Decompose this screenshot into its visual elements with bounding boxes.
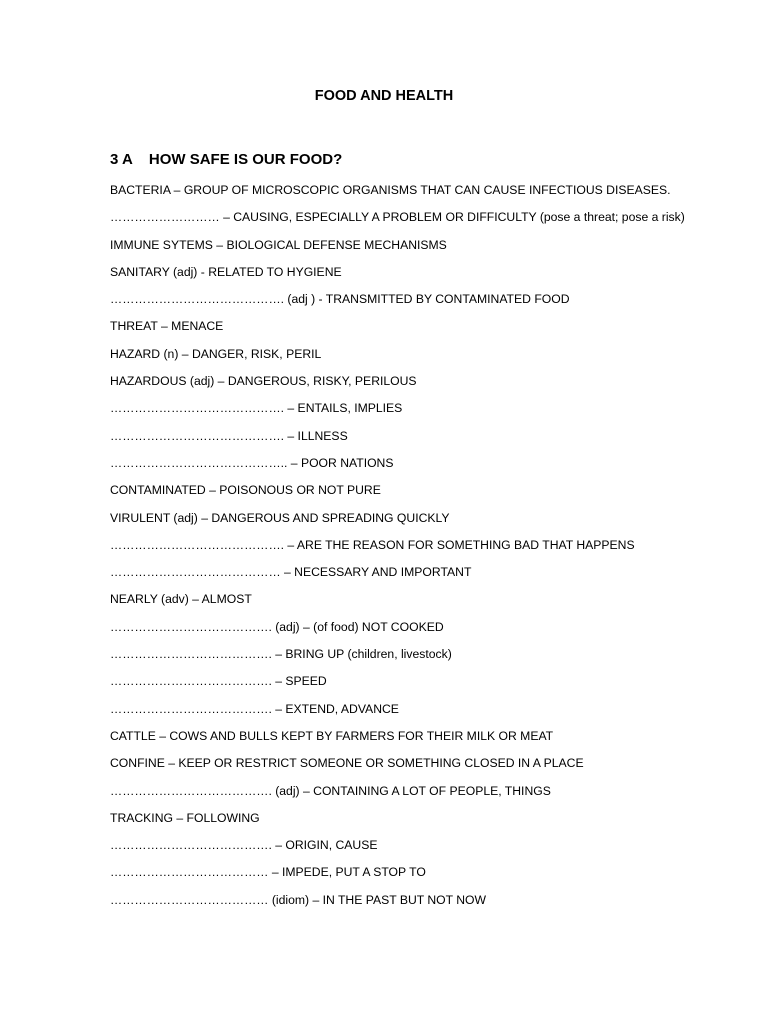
vocabulary-entry: …………………………………. – ORIGIN, CAUSE [110,838,378,853]
section-heading: 3 A HOW SAFE IS OUR FOOD? [110,151,343,168]
vocabulary-entry: CONFINE – KEEP OR RESTRICT SOMEONE OR SOMETHING CLOSED IN A PLACE [110,756,584,771]
vocabulary-entry: NEARLY (adv) – ALMOST [110,592,252,607]
vocabulary-entry: SANITARY (adj) - RELATED TO HYGIENE [110,264,342,279]
vocabulary-entry: HAZARD (n) – DANGER, RISK, PERIL [110,346,322,361]
document-title: FOOD AND HEALTH [314,88,454,104]
vocabulary-entry: ……………………………………. – ILLNESS [110,428,348,443]
vocabulary-entry: ……………………… – CAUSING, ESPECIALLY A PROBLEM OR DIFFICULTY (pose a threat; pose a risk) [110,210,685,225]
vocabulary-entry: ………………………………… (idiom) – IN THE PAST BUT NOT NOW [110,892,487,907]
vocabulary-entry: CATTLE – COWS AND BULLS KEPT BY FARMERS FOR THEIR MILK OR MEAT [110,728,554,743]
vocabulary-list [110,182,730,919]
vocabulary-entry: ……………………………………. (adj ) - TRANSMITTED BY CONTAMINATED FOOD [110,292,570,307]
vocabulary-entry: THREAT – MENACE [110,319,224,334]
vocabulary-entry: …………………………………. – SPEED [110,674,327,689]
vocabulary-entry: IMMUNE SYTEMS – BIOLOGICAL DEFENSE MECHANISMS [110,237,447,252]
vocabulary-entry: VIRULENT (adj) – DANGEROUS AND SPREADING QUICKLY [110,510,450,525]
vocabulary-entry: …………………………………. (adj) – CONTAINING A LOT OF PEOPLE, THINGS [110,783,551,798]
vocabulary-entry: …………………………………. – EXTEND, ADVANCE [110,701,399,716]
vocabulary-entry: HAZARDOUS (adj) – DANGEROUS, RISKY, PERILOUS [110,374,417,389]
vocabulary-entry: ……………………………………. – ARE THE REASON FOR SOMETHING BAD THAT HAPPENS [110,537,635,552]
vocabulary-entry: …………………………………… – NECESSARY AND IMPORTANT [110,565,472,580]
vocabulary-entry: ………………………………… – IMPEDE, PUT A STOP TO [110,865,426,880]
vocabulary-entry: BACTERIA – GROUP OF MICROSCOPIC ORGANISMS THAT CAN CAUSE INFECTIOUS DISEASES. [110,183,671,197]
vocabulary-entry: …………………………………. (adj) – (of food) NOT COOKED [110,619,444,634]
vocabulary-entry: ……………………………………. – ENTAILS, IMPLIES [110,401,403,416]
vocabulary-entry: CONTAMINATED – POISONOUS OR NOT PURE [110,483,381,498]
vocabulary-entry: …………………………………. – BRING UP (children, livestock) [110,647,452,662]
vocabulary-entry: TRACKING – FOLLOWING [110,810,260,825]
vocabulary-entry: …………………………………….. – POOR NATIONS [110,455,394,470]
